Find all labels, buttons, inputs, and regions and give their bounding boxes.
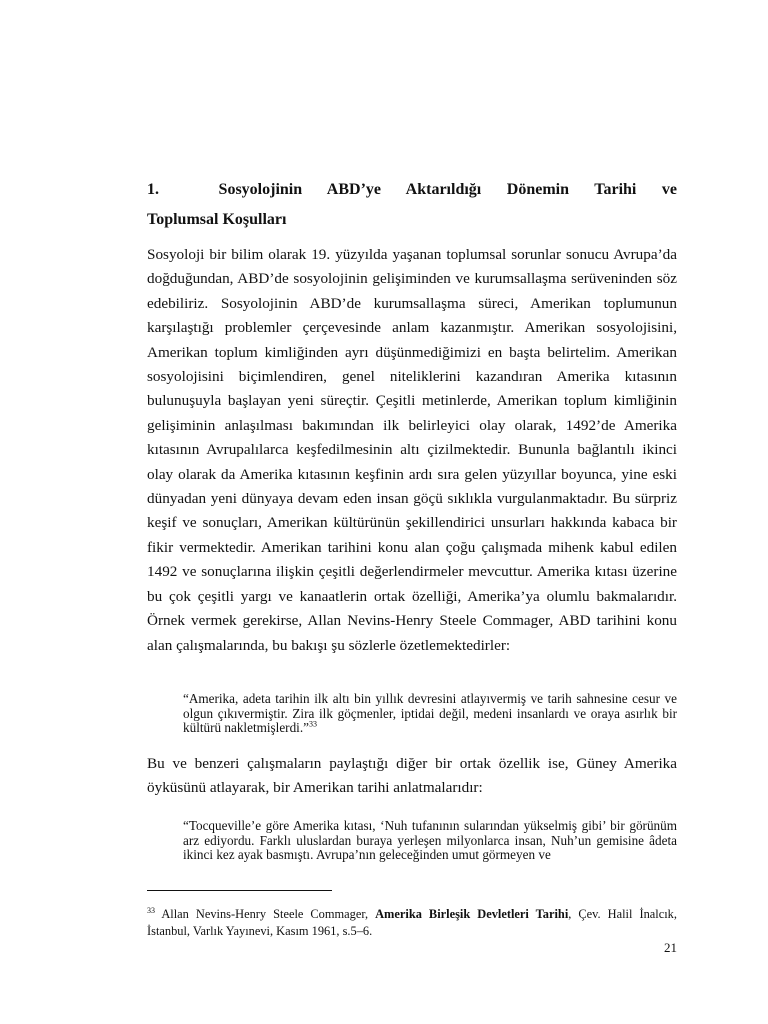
section-heading-line2: Toplumsal Koşulları — [147, 211, 287, 228]
block-quote-1-text: “Amerika, adeta tarihin ilk altı bin yıllık devresini atlayıvermiş ve tarih sahnesine cesur ve olgun çıkıvermiştir. Zira ilk göçmenler, iptidai değil, medeni insanlardı ve oraya asırlık bir kültürü nakletmişlerdi.” — [183, 691, 677, 736]
footnote-author: Allan Nevins-Henry Steele Commager, — [161, 907, 369, 921]
footnote-publication: , Çev. Halil İnalcık, İstanbul, Varlık Yayınevi, Kasım 1961, s.5–6. — [147, 907, 677, 938]
heading-word: Dönemin — [506, 181, 570, 198]
section-number: 1. — [147, 181, 159, 198]
heading-word: ABD’ye — [326, 181, 382, 198]
footnote-book-title: Amerika Birleşik Devletleri Tarihi — [375, 907, 569, 921]
heading-word: Aktarıldığı — [405, 181, 482, 198]
page-number: 21 — [664, 940, 677, 955]
footnote-separator — [147, 890, 332, 891]
heading-word: Sosyolojinin — [218, 181, 303, 198]
heading-word: ve — [661, 181, 678, 198]
block-quote-1 — [183, 692, 677, 736]
footnote — [147, 906, 677, 940]
body-paragraph-1: Sosyoloji bir bilim olarak 19. yüzyılda yaşanan toplumsal sorunlar sonucu Avrupa’da doğduğundan, ABD’de sosyolojinin gelişiminden ve kurumsallaşma serüveninden söz edebiliriz. Sosyolojinin ABD’de kurumsallaşma süreci, Amerikan toplumunun karşılaştığı problemler çerçevesinde anlam kazanmıştır. Amerikan sosyolojisini, Amerikan toplum kimliğinden ayrı düşünmediğimizi en başta belirtelim. Amerikan sosyolojisini biçimlendiren, genel niteliklerini kazandıran Amerika kıtasının bulunuşuyla başlayan yeni süreçtir. Çeşitli metinlerde, Amerikan toplum kimliğinin gelişiminin anlaşılması bakımından ilk belirleyici olay olarak, 1492’de Amerika kıtasının Avrupalılarca keşfedilmesinin altı çizilmektedir. Bununla bağlantılı ikinci olay olarak da Amerika kıtasının keşfinin ardı sıra gelen yüzyıllar boyunca, yine eski dünyadan yeni dünyaya devam eden insan göçü sıklıkla vurgulanmaktadır. Bu sürpriz keşif ve sonuçları, Amerikan kültürünün şekillendirici unsurları hakkında kabaca bir fikir vermektedir. Amerikan tarihini konu alan çoğu çalışmada mihenk kabul edilen 1492 ve sonuçlarına ilişkin çeşitli değerlendirmeler mevcuttur. Amerika kıtası üzerine bu çok çeşitli yargı ve kanaatlerin ortak özelliği, Amerika’ya olumlu bakmalarıdır. Örnek vermek gerekirse, Allan Nevins-Henry Steele Commager, ABD tarihini konu alan çalışmalarında, bu bakışı şu sözlerle özetlemektedirler: — [147, 246, 677, 654]
footnote-number: 33 — [147, 905, 155, 915]
heading-word: Tarihi — [594, 181, 637, 198]
footnote-reference[interactable]: 33 — [308, 719, 317, 729]
document-page — [147, 0, 677, 1024]
section-heading — [147, 175, 677, 235]
block-quote-2: “Tocqueville’e göre Amerika kıtası, ‘Nuh tufanının sularından yükselmiş gibi’ bir görünüm arz ediyordu. Farklı uluslardan buraya yerleşen milyonlarca insan, Nuh’un gemisine âdeta ikinci kez ayak basmıştı. Avrupa’nın geleceğinden umut görmeyen ve — [183, 818, 677, 863]
body-paragraph-2: Bu ve benzeri çalışmaların paylaştığı diğer bir ortak özellik ise, Güney Amerika öyküsünü atlayarak, bir Amerikan tarihi anlatmalarıdır: — [147, 755, 677, 797]
section-heading-line1 — [147, 175, 677, 205]
